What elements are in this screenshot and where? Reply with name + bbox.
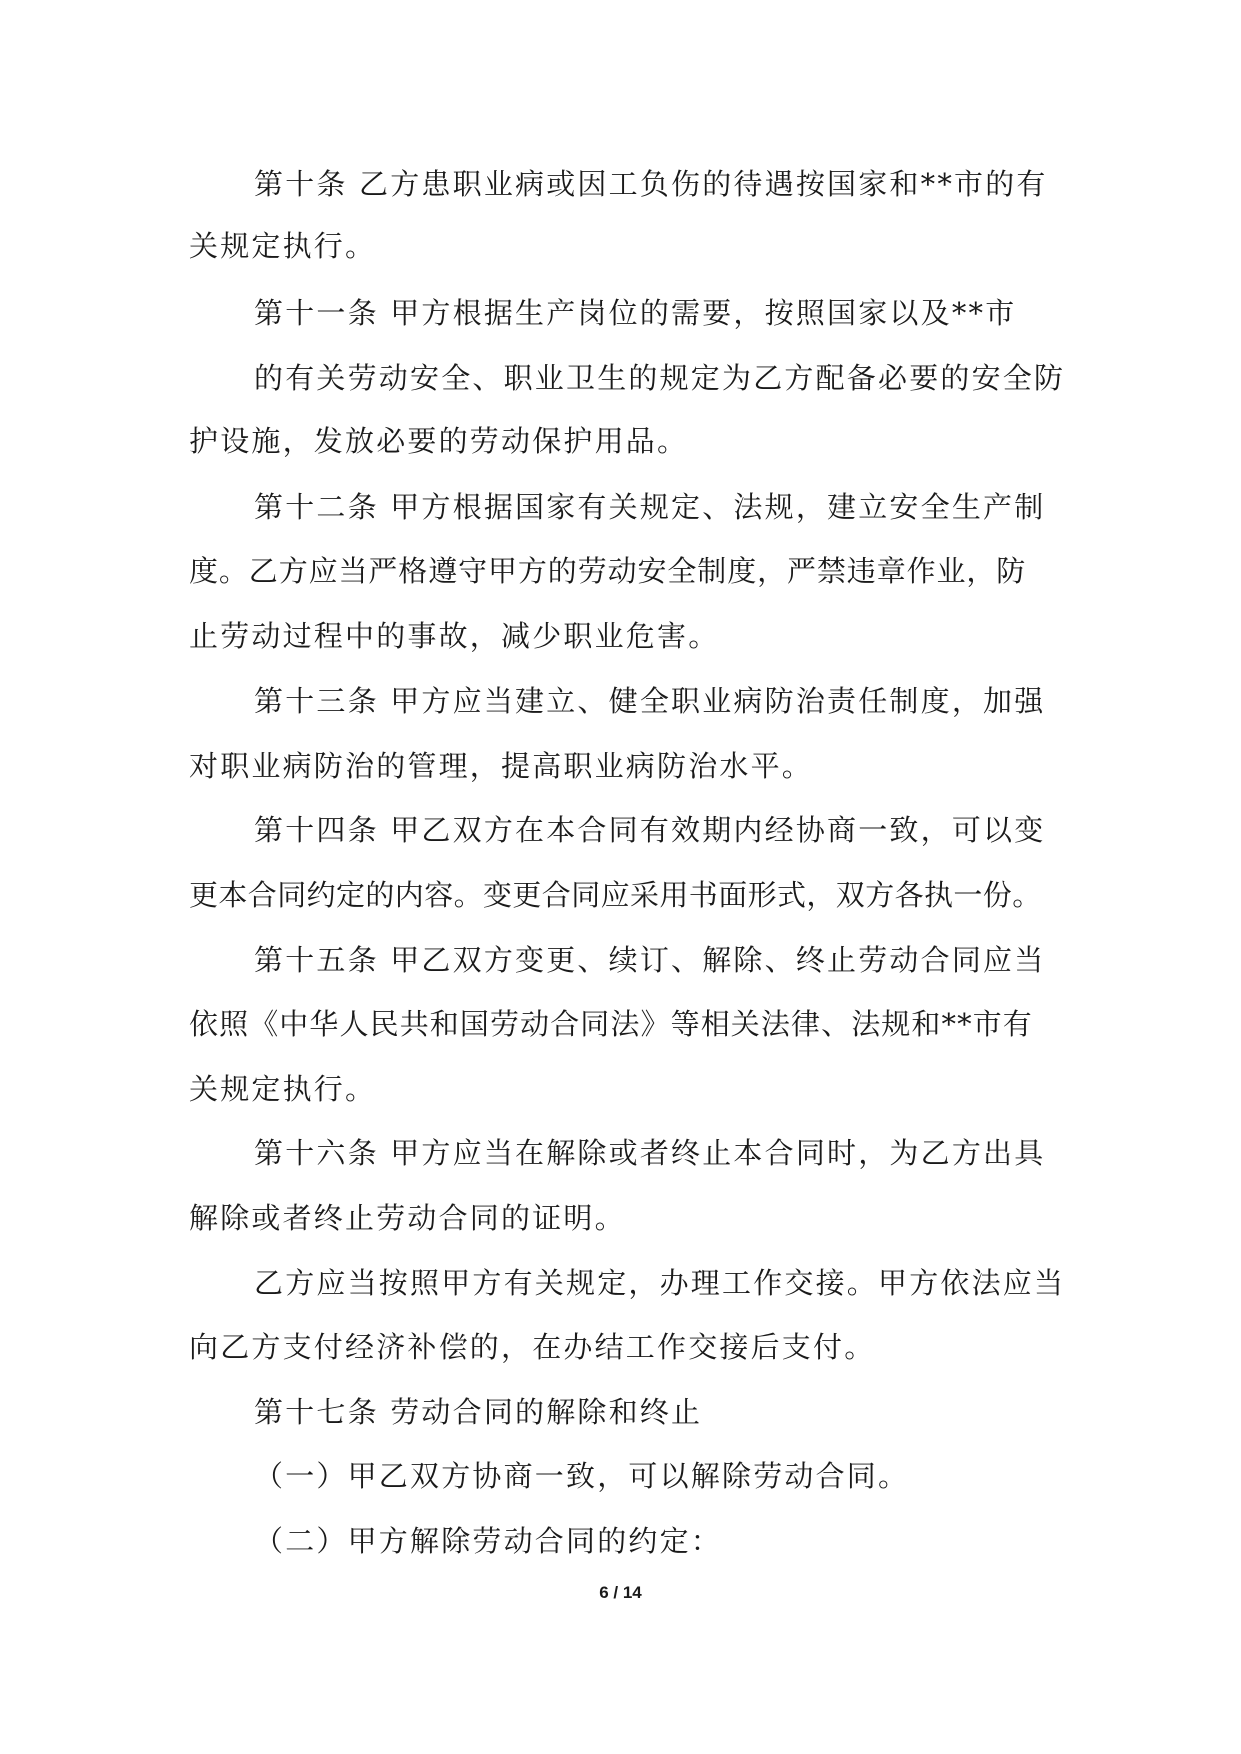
text-line: 第十六条 甲方应当在解除或者终止本合同时，为乙方出具 xyxy=(254,1136,1046,1170)
text-line: 第十五条 甲乙双方变更、续订、解除、终止劳动合同应当 xyxy=(254,943,1046,977)
text-line: 护设施，发放必要的劳动保护用品。 xyxy=(189,424,689,458)
text-line: 第十条 乙方患职业病或因工负伤的待遇按国家和**市的有 xyxy=(254,167,1048,201)
text-line: 关规定执行。 xyxy=(189,229,377,263)
text-line: 第十七条 劳动合同的解除和终止 xyxy=(254,1395,703,1429)
text-line: 止劳动过程中的事故，减少职业危害。 xyxy=(189,619,720,653)
text-line: （一）甲乙双方协商一致，可以解除劳动合同。 xyxy=(254,1459,910,1493)
text-line: 更本合同约定的内容。变更合同应采用书面形式，双方各执一份。 xyxy=(189,878,1042,912)
text-line: 第十四条 甲乙双方在本合同有效期内经协商一致，可以变 xyxy=(254,813,1046,847)
text-line: 依照《中华人民共和国劳动合同法》等相关法律、法规和**市有 xyxy=(189,1007,1033,1041)
text-line: 对职业病防治的管理，提高职业病防治水平。 xyxy=(189,749,814,783)
text-line: 乙方应当按照甲方有关规定，办理工作交接。甲方依法应当 xyxy=(254,1266,1066,1300)
text-line: 第十二条 甲方根据国家有关规定、法规，建立安全生产制 xyxy=(254,490,1046,524)
text-line: 第十三条 甲方应当建立、健全职业病防治责任制度，加强 xyxy=(254,684,1046,718)
text-line: 向乙方支付经济补偿的，在办结工作交接后支付。 xyxy=(189,1330,876,1364)
text-line: （二）甲方解除劳动合同的约定： xyxy=(254,1524,723,1558)
text-line: 解除或者终止劳动合同的证明。 xyxy=(189,1201,626,1235)
page-number: 6 / 14 xyxy=(599,1583,642,1602)
text-line: 的有关劳动安全、职业卫生的规定为乙方配备必要的安全防 xyxy=(254,361,1066,395)
text-line: 度。乙方应当严格遵守甲方的劳动安全制度，严禁违章作业，防 xyxy=(189,554,1027,588)
text-line: 关规定执行。 xyxy=(189,1072,377,1106)
text-line: 第十一条 甲方根据生产岗位的需要，按照国家以及**市 xyxy=(254,296,1017,330)
